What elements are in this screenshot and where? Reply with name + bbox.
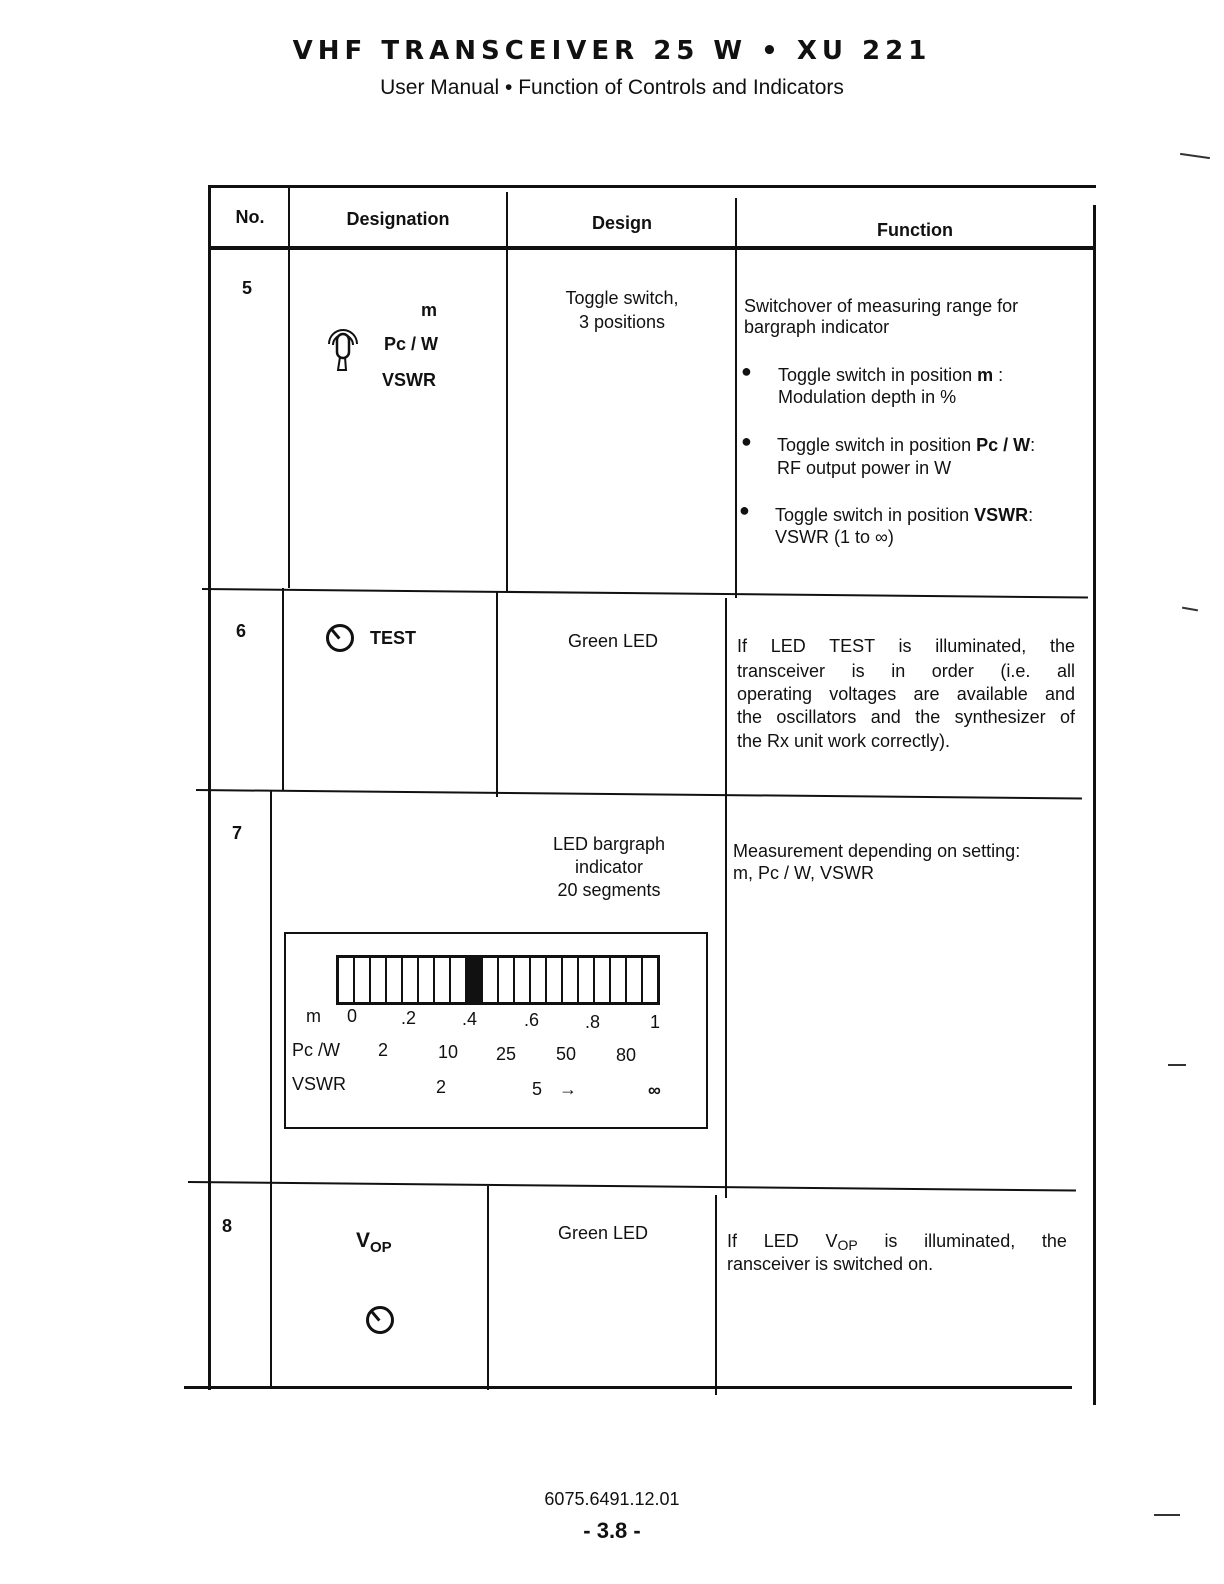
function-line: m, Pc / W, VSWR xyxy=(733,863,875,883)
word: LED xyxy=(763,1231,799,1251)
designation-vop xyxy=(356,1230,392,1254)
bullet-label: Toggle switch in position xyxy=(777,435,972,455)
bullet-dot: ● xyxy=(741,431,752,451)
bullet-label: Toggle switch in position xyxy=(778,365,973,385)
design-line: 20 segments xyxy=(557,880,661,900)
scale-tick: 0 xyxy=(347,1006,358,1026)
row-sep-7-8 xyxy=(188,1181,1076,1192)
word: V xyxy=(825,1231,838,1251)
word-sub: OP xyxy=(837,1237,858,1253)
scale-tick: 1 xyxy=(650,1012,661,1032)
bullet-label: Toggle switch in position xyxy=(775,505,970,525)
col-header-designation: Designation xyxy=(346,209,450,229)
bargraph-segments xyxy=(336,955,660,1005)
document-subtitle: User Manual • Function of Controls and Indicators xyxy=(380,76,844,99)
col-sep-2c xyxy=(487,1186,489,1390)
design-line: 3 positions xyxy=(578,312,666,332)
table-border-bottom xyxy=(184,1386,1072,1389)
bullet-dot: ● xyxy=(741,361,752,381)
page-number: - 3.8 - xyxy=(583,1518,641,1543)
scale-tick: .4 xyxy=(462,1009,478,1029)
bullet-desc: Modulation depth in % xyxy=(778,387,957,407)
bullet-item xyxy=(777,434,1035,456)
design-line: indicator xyxy=(574,857,644,877)
header-underline xyxy=(210,246,1096,250)
bargraph-segment xyxy=(562,957,578,1003)
arrow-right-icon: → xyxy=(559,1079,577,1099)
bullet-suffix: : xyxy=(1028,505,1034,525)
word: is xyxy=(884,1231,898,1251)
document-title: VHF TRANSCEIVER 25 W • XU 221 xyxy=(292,36,932,66)
table-border-right xyxy=(1093,205,1096,1405)
bullet-desc: RF output power in W xyxy=(777,458,952,478)
scale-tick: 10 xyxy=(438,1042,459,1062)
scan-mark xyxy=(1180,153,1210,159)
col-sep-1c xyxy=(270,791,272,1389)
row-number: 6 xyxy=(236,621,247,641)
function-intro: bargraph indicator xyxy=(744,317,890,337)
bargraph-segment xyxy=(642,957,658,1003)
bullet-suffix: : xyxy=(998,365,1004,385)
led-icon xyxy=(366,1306,394,1334)
function-line: ransceiver is switched on. xyxy=(727,1254,934,1274)
bullet-desc: VSWR (1 to ∞) xyxy=(775,527,894,547)
bargraph-segment xyxy=(626,957,642,1003)
row-sep-5-6 xyxy=(202,588,1088,599)
scale-tick: 25 xyxy=(496,1044,517,1064)
design-line: Toggle switch, xyxy=(565,288,679,308)
bullet-key: m xyxy=(977,365,994,385)
function-line: If LED TEST is illuminated, the xyxy=(737,636,1075,656)
col-header-function: Function xyxy=(877,220,953,240)
col-sep-3b xyxy=(725,598,727,1198)
col-header-no: No. xyxy=(235,207,265,227)
bargraph-segment xyxy=(498,957,514,1003)
col-sep-1 xyxy=(288,188,290,588)
function-line: the Rx unit work correctly). xyxy=(737,731,951,751)
infinity-icon: ∞ xyxy=(648,1080,661,1100)
bargraph-segment xyxy=(402,957,418,1003)
bargraph-segment xyxy=(466,957,482,1003)
scale-label-pc-w: Pc /W xyxy=(292,1040,340,1060)
bullet-key: Pc / W xyxy=(976,435,1031,455)
toggle-switch-icon xyxy=(326,324,360,374)
designation-m: m xyxy=(421,300,438,320)
bullet-key: VSWR xyxy=(974,505,1029,525)
bargraph-segment xyxy=(514,957,530,1003)
table-border-left xyxy=(208,185,211,1390)
scan-mark xyxy=(1168,1064,1186,1066)
designation-v: V xyxy=(356,1229,371,1252)
scale-tick: 80 xyxy=(616,1045,637,1065)
bargraph-segment xyxy=(386,957,402,1003)
led-icon xyxy=(326,624,354,652)
table-border-top xyxy=(208,185,1096,188)
bargraph-segment xyxy=(354,957,370,1003)
doc-number: 6075.6491.12.01 xyxy=(544,1489,680,1509)
scale-tick: .2 xyxy=(401,1008,417,1028)
bargraph-segment xyxy=(418,957,434,1003)
bullet-item xyxy=(778,364,1003,386)
function-intro: Switchover of measuring range for xyxy=(744,296,1019,316)
col-sep-2b xyxy=(496,592,498,797)
bargraph-segment xyxy=(450,957,466,1003)
bargraph-segment xyxy=(530,957,546,1003)
word: illuminated, xyxy=(924,1231,1016,1251)
scan-mark xyxy=(1154,1514,1180,1516)
row-number: 5 xyxy=(242,278,253,298)
word: If xyxy=(727,1231,738,1251)
bargraph-segment xyxy=(610,957,626,1003)
row-number: 7 xyxy=(232,823,243,843)
function-line: operating voltages are available and xyxy=(737,684,1075,704)
row-sep-6-7 xyxy=(196,789,1082,800)
designation-vswr: VSWR xyxy=(382,370,436,390)
function-line: Measurement depending on setting: xyxy=(733,841,1021,861)
designation-sub: OP xyxy=(370,1239,392,1256)
scale-tick: 2 xyxy=(436,1077,447,1097)
col-sep-3 xyxy=(735,198,737,598)
design-text: Green LED xyxy=(567,631,659,651)
bargraph-segment xyxy=(594,957,610,1003)
design-text: Green LED xyxy=(557,1223,649,1243)
bargraph-panel xyxy=(284,932,708,1129)
scale-tick: .8 xyxy=(585,1012,601,1032)
scale-tick: 2 xyxy=(378,1040,389,1060)
designation-test: TEST xyxy=(370,628,417,648)
bargraph-segment xyxy=(370,957,386,1003)
bullet-suffix: : xyxy=(1030,435,1036,455)
scale-tick: 5 xyxy=(532,1079,543,1099)
function-line xyxy=(727,1230,1067,1253)
scale-label-m: m xyxy=(306,1006,321,1026)
bargraph-segment xyxy=(482,957,498,1003)
bullet-item xyxy=(775,504,1033,526)
function-line: the oscillators and the synthesizer of xyxy=(737,707,1075,727)
scale-tick: 50 xyxy=(556,1044,577,1064)
col-sep-1b xyxy=(282,588,284,791)
word: the xyxy=(1041,1231,1067,1251)
bullet-dot: ● xyxy=(739,500,750,520)
bargraph-segment xyxy=(434,957,450,1003)
col-header-design: Design xyxy=(591,213,652,233)
scale-label-vswr: VSWR xyxy=(292,1074,346,1094)
scale-tick: .6 xyxy=(524,1010,540,1030)
bargraph-segment xyxy=(578,957,594,1003)
bargraph-segment xyxy=(338,957,354,1003)
scan-mark xyxy=(1182,607,1198,612)
design-line: LED bargraph xyxy=(552,834,666,854)
word-vop xyxy=(825,1230,857,1253)
row-number: 8 xyxy=(222,1216,233,1236)
designation-pc-w: Pc / W xyxy=(384,334,439,354)
function-line: transceiver is in order (i.e. all xyxy=(737,661,1075,681)
col-sep-2 xyxy=(506,192,508,592)
bargraph-segment xyxy=(546,957,562,1003)
